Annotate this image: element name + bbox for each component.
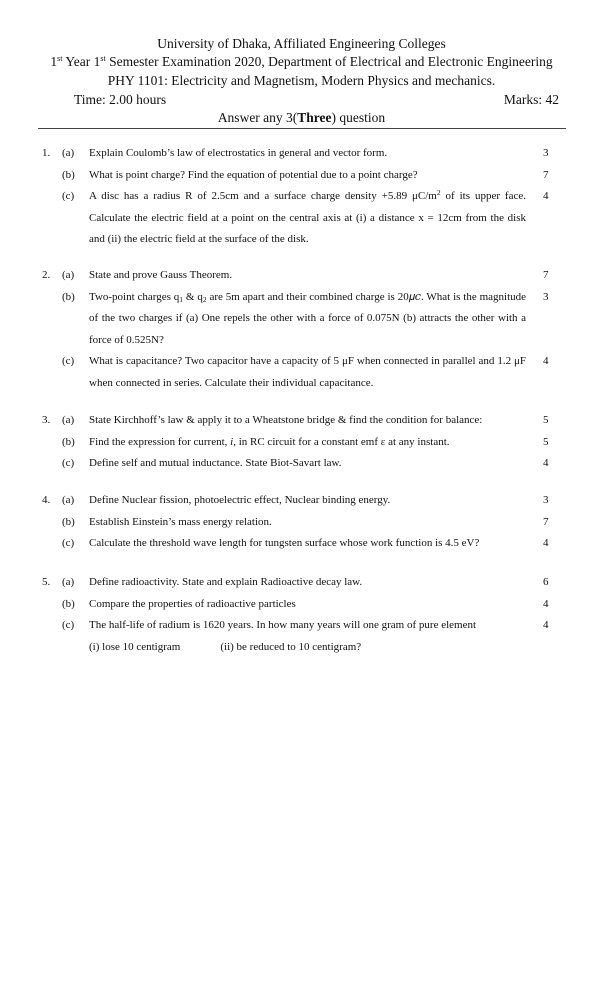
question-part <box>0 594 603 616</box>
part-marks: 4 <box>543 537 549 549</box>
part-label: (c) <box>62 355 75 367</box>
part-text: What is point charge? Find the equation of potential due to a point charge? <box>89 168 418 181</box>
question-number: 3. <box>42 414 51 426</box>
question-part <box>0 287 603 352</box>
question-number: 5. <box>42 576 51 588</box>
part-label: (b) <box>62 597 75 610</box>
question-part <box>0 615 603 658</box>
question-number: 2. <box>42 269 51 281</box>
exam-time: Time: 2.00 hours <box>74 92 167 107</box>
exam-marks: Marks: 42 <box>503 92 559 107</box>
part-label: (c) <box>62 619 75 631</box>
part-text: State Kirchhoff’s law & apply it to a Wheatstone bridge & find the condition for balance: <box>89 414 483 426</box>
course-title: PHY 1101: Electricity and Magnetism, Modern Physics and mechanics. <box>107 73 496 88</box>
part-text: Explain Coulomb’s law of electrostatics in general and vector form. <box>89 147 388 159</box>
part-marks: 7 <box>543 515 549 528</box>
question-2 <box>0 265 603 394</box>
part-text-line: The half-life of radium is 1620 years. In how many years will one gram of pure element <box>89 619 477 631</box>
part-label: (b) <box>62 435 75 448</box>
part-label: (b) <box>62 168 75 181</box>
question-4 <box>0 490 603 555</box>
part-marks: 3 <box>543 147 549 159</box>
part-marks: 3 <box>543 290 549 303</box>
question-part <box>0 410 603 432</box>
question-part <box>0 265 603 287</box>
part-label: (a) <box>62 147 75 159</box>
part-text: Two-point charges $q_1$ & $q_2$ are 5m apart and their combined charge is 20𝜇𝑐. What is the magnitude of the two charges if (a) One repels the other with a force of 0.075N (b) attracts the other with a force of 0.525N? <box>89 290 527 346</box>
question-part <box>0 143 603 165</box>
question-5 <box>0 572 603 658</box>
part-marks: 5 <box>543 435 549 448</box>
part-label: (c) <box>62 190 75 202</box>
question-number: 1. <box>42 147 51 159</box>
part-text: Define radioactivity. State and explain Radioactive decay law. <box>89 576 363 588</box>
header-divider <box>38 128 566 129</box>
part-label: (c) <box>62 457 75 469</box>
part-marks: 4 <box>543 190 549 202</box>
part-text <box>89 615 526 658</box>
part-text: What is capacitance? Two capacitor have a capacity of 5 μF when connected in parallel and 1.2 μF when connected in series. Calculate their individual capacitance. <box>89 355 526 389</box>
part-marks: 4 <box>543 355 549 367</box>
part-text: Establish Einstein’s mass energy relation. <box>89 515 272 528</box>
part-text-line: (i) lose 10 centigram (ii) be reduced to 10 centigram? <box>89 640 362 653</box>
question-part <box>0 432 603 454</box>
part-label: (a) <box>62 414 75 426</box>
part-text: Compare the properties of radioactive particles <box>89 597 296 610</box>
answer-instruction: Answer any 3(Three) question <box>217 110 386 125</box>
university-title: University of Dhaka, Affiliated Engineering Colleges <box>157 36 446 51</box>
question-part <box>0 533 603 555</box>
part-marks: 5 <box>543 414 549 426</box>
part-marks: 3 <box>543 494 549 506</box>
part-label: (a) <box>62 494 75 506</box>
part-marks: 7 <box>543 269 549 281</box>
part-marks: 4 <box>543 597 549 610</box>
part-label: (a) <box>62 269 75 281</box>
part-label: (c) <box>62 537 75 549</box>
part-text: Define self and mutual inductance. State Biot-Savart law. <box>89 457 342 469</box>
part-text: Calculate the threshold wave length for tungsten surface whose work function is 4.5 eV? <box>89 537 480 549</box>
question-part <box>0 351 603 394</box>
question-part <box>0 165 603 187</box>
part-marks: 7 <box>543 168 549 181</box>
part-text: State and prove Gauss Theorem. <box>89 269 233 281</box>
question-part <box>0 490 603 512</box>
part-label: (b) <box>62 515 75 528</box>
part-marks: 4 <box>543 457 549 469</box>
question-part <box>0 453 603 475</box>
question-number: 4. <box>42 494 51 506</box>
question-part <box>0 186 603 251</box>
part-text: A disc has a radius R of 2.5cm and a surface charge density +5.89 $\mu C/m^2$ of its upper face. Calculate the electric field at a point on the central axis at (i) a distance x = 12cm from the disk and (ii) the electric field at the surface of the disk. <box>89 188 526 245</box>
part-text: Define Nuclear fission, photoelectric effect, Nuclear binding energy. <box>89 494 391 506</box>
part-text: Find the expression for current, i, in RC circuit for a constant emf ε at any instant. <box>89 435 450 448</box>
question-part <box>0 512 603 534</box>
part-marks: 6 <box>543 576 549 588</box>
question-1 <box>0 143 603 251</box>
question-part <box>0 572 603 594</box>
part-label: (a) <box>62 576 75 588</box>
part-marks: 4 <box>543 619 549 631</box>
part-label: (b) <box>62 290 75 303</box>
question-3 <box>0 410 603 475</box>
exam-title: 1st Year 1st Semester Examination 2020, Department of Electrical and Electronic Engineering <box>50 54 553 69</box>
